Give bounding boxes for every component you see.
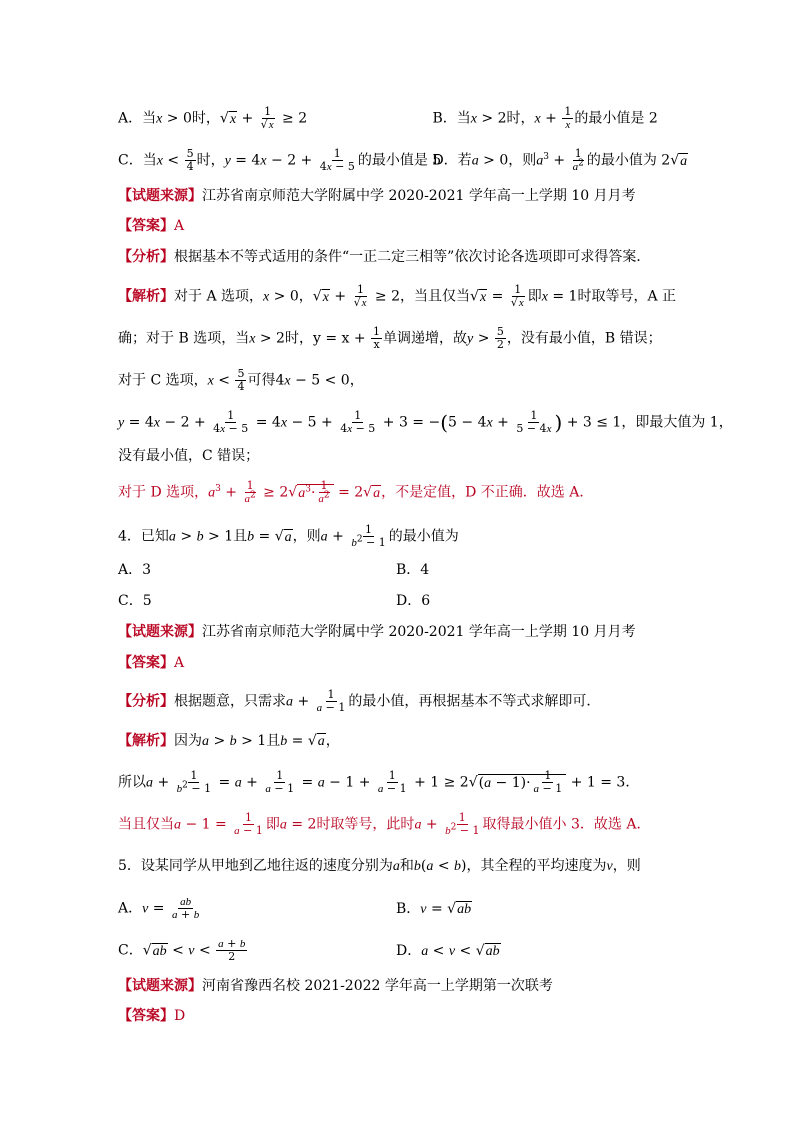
q5-option-b: B．v = √ab bbox=[396, 900, 472, 917]
q4-solution-line-2: 所以a + $\frac{1}{b^2 - 1}$ = a + $\frac{1}{a - 1}$ = a − 1 + $\frac{1}{a - 1}$ + 1 ≥ 2√(a − 1)· $\frac{1}{a - 1}$ + 1 = 3． bbox=[118, 769, 640, 795]
q5-option-c: C．√ab < v < $\frac{a + b}{2}$ bbox=[118, 937, 246, 963]
q3-solution-line-5: 没有最小值，C 错误； bbox=[118, 448, 260, 464]
q5-option-a: A．v = $\frac{ab}{a + b}$ bbox=[118, 896, 200, 921]
q4-solution-line-1: 【解析】因为a > b > 1且b = √a， bbox=[118, 733, 340, 749]
q4-options-row-1 bbox=[118, 560, 429, 580]
q4-options-row-2 bbox=[118, 591, 430, 611]
q3-option-c: C．当x < $\frac{5}{4}$ 时，y = 4x − 2 + $\frac{1}{4x - 5}$ 的最小值是 5 bbox=[118, 147, 442, 173]
q3-analysis: 【分析】根据基本不等式适用的条件“一正二定三相等”依次讨论各选项即可求得答案． bbox=[118, 249, 651, 265]
q3-options-row-2 bbox=[118, 148, 688, 173]
q5-options-row-2 bbox=[118, 938, 501, 963]
q4-option-c: C．5 bbox=[118, 593, 152, 609]
q5-source: 【试题来源】河南省豫西名校 2021-2022 学年高一上学期第一次联考 bbox=[118, 978, 553, 994]
q3-answer: 【答案】A bbox=[118, 218, 185, 234]
q4-analysis: 【分析】根据题意，只需求a + $\frac{1}{a - 1}$ 的最小值，再根据基本不等式求解即可． bbox=[118, 688, 601, 714]
q5-stem: 5．设某同学从甲地到乙地往返的速度分别为a和b(a < b)，其全程的平均速度为v，则 bbox=[118, 858, 641, 874]
q4-answer: 【答案】A bbox=[118, 655, 185, 671]
q4-stem: 4．已知a > b > 1且b = √a，则a + $\frac{1}{b^2 - 1}$ 的最小值为 bbox=[118, 523, 459, 549]
q3-options-row-1 bbox=[118, 106, 658, 131]
q4-option-d: D．6 bbox=[396, 593, 431, 609]
q3-solution-line-3: 对于 C 选项，x < $\frac{5}{4}$ 可得4x − 5 < 0， bbox=[118, 367, 364, 393]
q4-option-a: A．3 bbox=[118, 562, 152, 578]
q3-option-a: A．当x > 0时，√x + $\frac{1}{√x}$ ≥ 2 bbox=[118, 105, 308, 131]
q3-solution-line-1: 【解析】对于 A 选项，x > 0，√x + $\frac{1}{√x}$ ≥ 2，当且仅当√x = $\frac{1}{√x}$ 即x = 1时取等号，A 正 bbox=[118, 283, 677, 309]
q5-option-d: D．a < v < √ab bbox=[396, 942, 500, 959]
q4-source: 【试题来源】江苏省南京师范大学附属中学 2020-2021 学年高一上学期 10 月月考 bbox=[118, 624, 636, 640]
q3-source: 【试题来源】江苏省南京师范大学附属中学 2020-2021 学年高一上学期 10 月月考 bbox=[118, 188, 636, 204]
q3-solution-line-4: y = 4x − 2 + $\frac{1}{4x - 5}$ = 4x − 5 + $\frac{1}{4x - 5}$ + 3 = −(5 − 4x + $\frac{1}{5 - 4x}$ ) + 3 ≤ 1，即最大值为 1， bbox=[118, 409, 733, 435]
q5-options-row-1 bbox=[118, 896, 472, 921]
q5-answer: 【答案】D bbox=[118, 1008, 186, 1024]
q3-solution-line-6: 对于 D 选项，$a^3$ + $\frac{1}{a^2}$ ≥ $2√a^3\cdot$ $\frac{1}{a^2}$ = 2√a，不是定值，D 不正确．故选 A． bbox=[118, 479, 594, 505]
q3-option-b: B．当x > 2时，x + $\frac{1}{x}$ 的最小值是 2 bbox=[432, 105, 658, 131]
q4-option-b: B．4 bbox=[396, 562, 430, 578]
q4-solution-line-3: 当且仅当a − 1 = $\frac{1}{a - 1}$ 即a = 2时取等号，此时a + $\frac{1}{b^2 - 1}$ 取得最小值小 3．故选 A． bbox=[118, 811, 651, 837]
q3-option-d: D．若a > 0，则$a^3$ + $\frac{1}{a^2}$ 的最小值为 2√a bbox=[432, 147, 688, 173]
q3-solution-line-2: 确；对于 B 选项，当x > 2时，y = x + $\frac{1}{x}$ 单调递增，故y > $\frac{5}{2}$ ，没有最小值，B 错误； bbox=[118, 325, 662, 351]
